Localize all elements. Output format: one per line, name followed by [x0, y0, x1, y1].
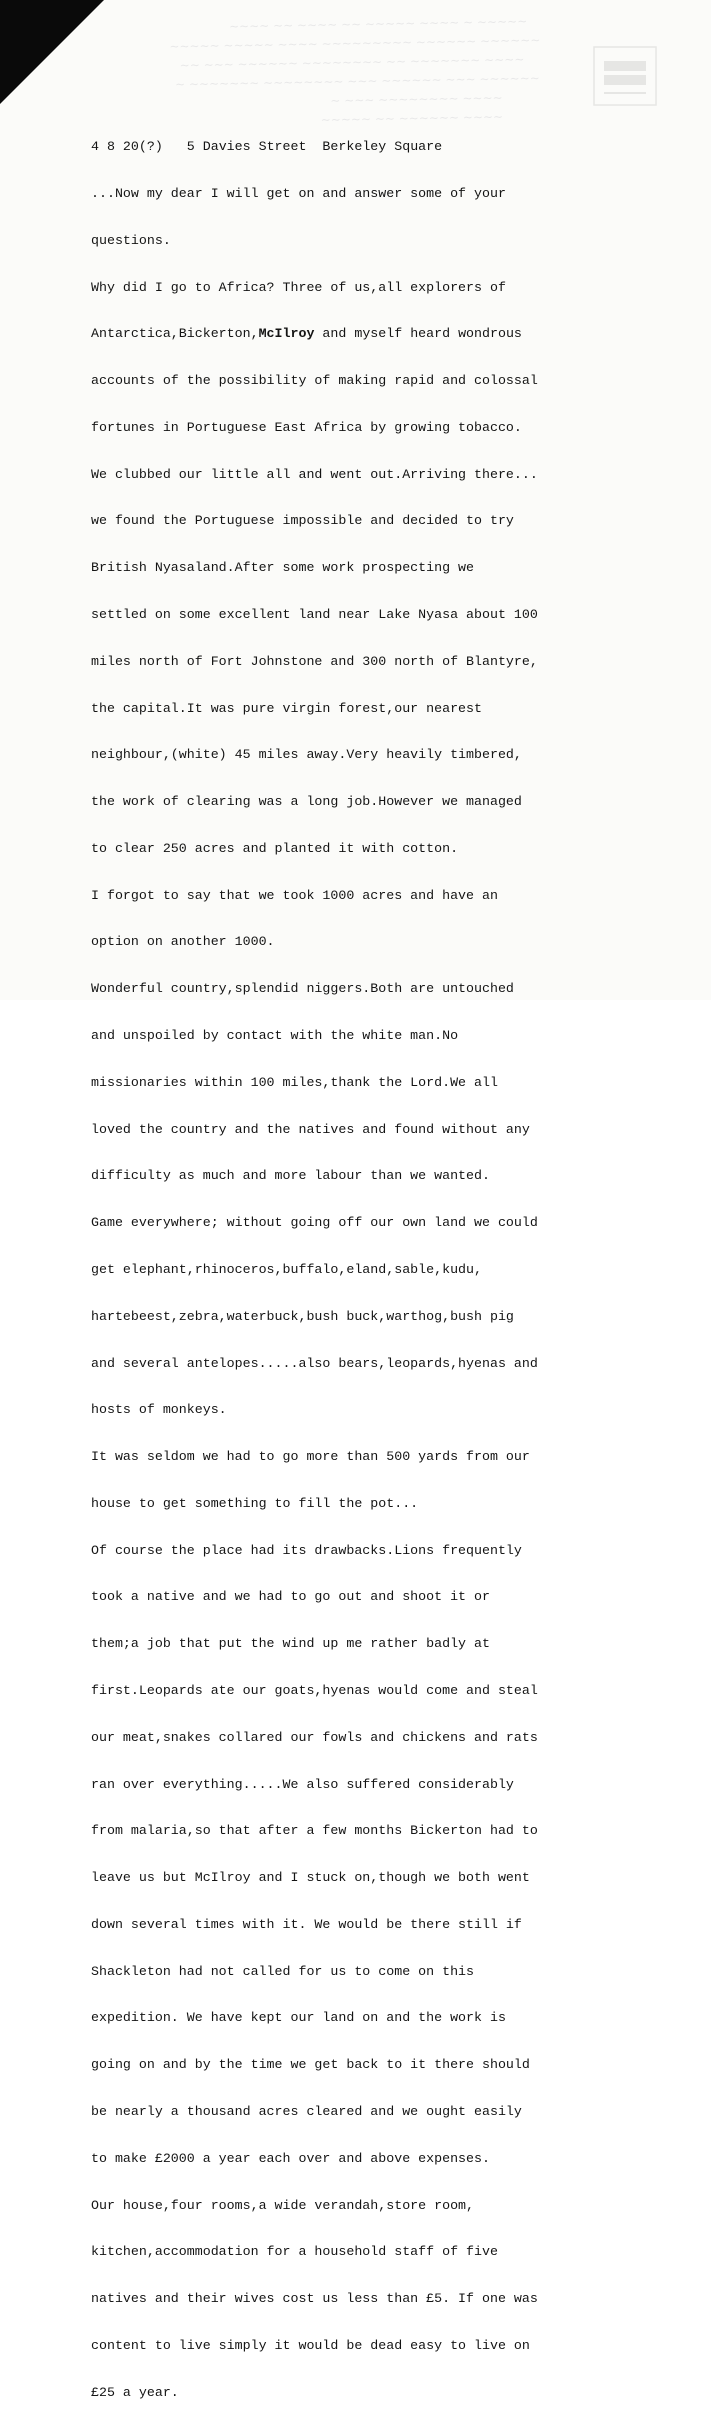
text-line: expedition. We have kept our land on and the work is: [91, 2010, 506, 2026]
text-line: to make £2000 a year each over and above expenses.: [91, 2150, 490, 2166]
text-line: Wonderful country,splendid niggers.Both are untouched: [91, 981, 514, 997]
text-line: I forgot to say that we took 1000 acres and have an: [91, 887, 498, 903]
text-line: kitchen,accommodation for a household staff of five: [91, 2244, 498, 2260]
letter-body: [91, 108, 691, 2416]
reverse-side-bleed-through: ~~~~ ~~ ~~~~ ~~ ~~~~~ ~~~~ ~ ~~~~~ ~~~~~ ~~~~~ ~~~~ ~~~~~~~~~ ~~~~~~ ~~~~~~ ~~ ~~~ ~~~~~~ ~~~~~~~~ ~~ ~~~~~~~ ~~~~ ~ ~~~~~~~ ~~~~~~~~ ~~~ ~~~~~~ ~~~ ~~~~~~ ~ ~~~ ~~~~~~~~ ~~~~ ~~~~~ ~~ ~~~~~~ ~~~~: [169, 14, 541, 127]
text-line: going on and by the time we get back to it there should: [91, 2057, 530, 2073]
text-line: get elephant,rhinoceros,buffalo,eland,sable,kudu,: [91, 1261, 482, 1277]
text-line: settled on some excellent land near Lake Nyasa about 100: [91, 607, 538, 622]
text-line: Shackleton had not called for us to come on this: [91, 1963, 475, 1979]
logo-mark-shape: [592, 45, 658, 107]
text-line: Game everywhere; without going off our own land we could: [91, 1215, 538, 1231]
text-line: them;a job that put the wind up me rather badly at: [91, 1636, 490, 1652]
text-line: missionaries within 100 miles,thank the Lord.We all: [91, 1074, 498, 1090]
text-line: Of course the place had its drawbacks.Lions frequently: [91, 1542, 522, 1558]
text-line: took a native and we had to go out and shoot it or: [91, 1589, 490, 1605]
text-line: hosts of monkeys.: [91, 1402, 227, 1418]
text-line: and unspoiled by contact with the white man.No: [91, 1028, 459, 1044]
text-line: fortunes in Portuguese East Africa by growing tobacco.: [91, 419, 522, 435]
text-line: be nearly a thousand acres cleared and we ought easily: [91, 2104, 522, 2119]
text-line: We clubbed our little all and went out.Arriving there...: [91, 466, 538, 482]
letter-header: [91, 139, 691, 155]
text-line: natives and their wives cost us less than £5. If one was: [91, 2291, 538, 2307]
text-line: the capital.It was pure virgin forest,our nearest: [91, 700, 482, 716]
text-line: option on another 1000.: [91, 934, 275, 950]
text-line: to clear 250 acres and planted it with cotton.: [91, 840, 459, 856]
text-line: content to live simply it would be dead easy to live on: [91, 2337, 530, 2353]
text-line: loved the country and the natives and found without any: [91, 1121, 530, 1137]
text-line: Our house,four rooms,a wide verandah,store room,: [91, 2197, 475, 2213]
text-line: from malaria,so that after a few months Bickerton had to: [91, 1823, 538, 1839]
text-line: and several antelopes.....also bears,leopards,hyenas and: [91, 1355, 538, 1371]
reverse-side-logo-bleed: [592, 45, 658, 107]
folded-corner: [0, 0, 104, 104]
text-line: house to get something to fill the pot...: [91, 1495, 419, 1511]
text-line: [91, 326, 691, 342]
text-line: hartebeest,zebra,waterbuck,bush buck,warthog,bush pig: [91, 1308, 514, 1324]
letter-address: 5 Davies Street Berkeley Square: [186, 139, 443, 155]
text-line: first.Leopards ate our goats,hyenas would come and steal: [91, 1682, 538, 1698]
text-line: we found the Portuguese impossible and decided to try: [91, 513, 514, 529]
text-line: accounts of the possibility of making rapid and colossal: [91, 373, 538, 389]
text-line: down several times with it. We would be there still if: [91, 1916, 522, 1932]
text-line: ...Now my dear I will get on and answer some of your: [91, 185, 506, 201]
text-line: difficulty as much and more labour than we wanted.: [91, 1168, 490, 1184]
text-line-end: and myself heard wondrous: [322, 326, 522, 342]
text-line: the work of clearing was a long job.However we managed: [91, 794, 522, 810]
text-line: British Nyasaland.After some work prospecting we: [91, 560, 475, 576]
text-line: questions.: [91, 232, 171, 248]
letter-date: 4 8 20(?): [91, 139, 163, 155]
text-line: ran over everything.....We also suffered considerably: [91, 1776, 514, 1792]
text-line: miles north of Fort Johnstone and 300 north of Blantyre,: [91, 653, 538, 669]
bold-name: McIlroy: [258, 326, 315, 342]
text-line: neighbour,(white) 45 miles away.Very heavily timbered,: [91, 747, 522, 763]
text-line-start: Antarctica,Bickerton,: [91, 326, 259, 342]
text-line: £25 a year.: [91, 2384, 179, 2400]
text-line: It was seldom we had to go more than 500 yards from our: [91, 1449, 530, 1465]
text-line: Why did I go to Africa? Three of us,all explorers of: [91, 279, 506, 295]
text-line: leave us but McIlroy and I stuck on,though we both went: [91, 1870, 530, 1886]
text-line: our meat,snakes collared our fowls and chickens and rats: [91, 1729, 538, 1745]
